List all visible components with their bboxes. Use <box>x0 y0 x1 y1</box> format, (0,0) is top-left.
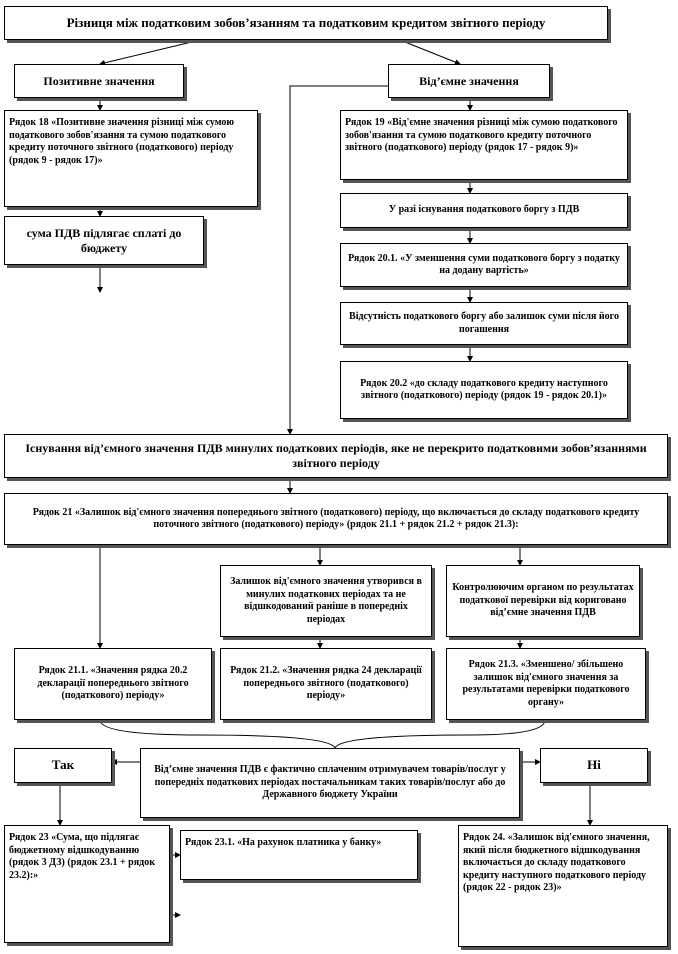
row-19-box: Рядок 19 «Від'ємне значення різниці між сумою податкового зобов'язання та сумою податкового кредиту поточного звітного (податкового) періоду (рядок 17 - рядок 9)» <box>340 110 628 180</box>
no-debt-box: Відсутність податкового боргу або залишок суми після його погашення <box>340 302 628 345</box>
row-24-box: Рядок 24. «Залишок від'ємного значення, який після бюджетного відшкодування включається до складу податкового кредиту наступного податкового періоду (рядок 22 - рядок 23)» <box>458 825 668 947</box>
negative-value-box: Від’ємне значення <box>388 64 550 98</box>
title-box: Різниця між податковим зобов’язанням та податковим кредитом звітного періоду <box>4 6 608 40</box>
remainder-past-box: Залишок від'ємного значення утворився в минулих податкових періодах та не відшкодований раніше в попередніх періодах <box>220 565 432 637</box>
yes-box: Так <box>14 748 112 783</box>
row-23-box: Рядок 23 «Сума, що підлягає бюджетному відшкодуванню (рядок 3 ДЗ) (рядок 23.1 + рядок 23.2):» <box>4 825 170 943</box>
row-21-1-box: Рядок 21.1. «Значення рядка 20.2 декларації попереднього звітного (податкового) періоду» <box>14 648 212 720</box>
row-21-box: Рядок 21 «Залишок від'ємного значення попереднього звітного (податкового) періоду, що включається до складу податкового кредиту поточного звітного (податкового) періоду» (рядок 21.1 + рядок 21.2 + рядок 21.3): <box>4 493 668 545</box>
row-21-2-box: Рядок 21.2. «Значення рядка 24 декларації попереднього звітного (податкового) періоду» <box>220 648 432 720</box>
row-20-2-box: Рядок 20.2 «до складу податкового кредиту наступного звітного (податкового) періоду (рядок 19 - рядок 20.1)» <box>340 361 628 419</box>
tax-debt-box: У разі існування податкового боргу з ПДВ <box>340 193 628 228</box>
existing-negative-box: Існування від’ємного значення ПДВ минулих податкових періодів, яке не перекрито податковими зобов’язаннями звітного періоду <box>4 434 668 478</box>
positive-value-box: Позитивне значення <box>14 64 184 98</box>
row-23-1-box: Рядок 23.1. «На рахунок платника у банку» <box>180 830 418 880</box>
no-box: Ні <box>540 748 648 783</box>
row-20-1-box: Рядок 20.1. «У зменшення суми податкового боргу з податку на додану вартість» <box>340 243 628 287</box>
row-18-box: Рядок 18 «Позитивне значення різниці між сумою податкового зобов'язання та сумою податкового кредиту поточного звітного (податкового) періоду (рядок 9 - рядок 17)» <box>4 110 258 207</box>
controlling-body-box: Контролюючим органом по результатах податкової перевірки від кориговано від’ємне значення ПДВ <box>446 565 640 637</box>
vat-payable-box: сума ПДВ підлягає сплаті до бюджету <box>4 216 204 265</box>
question-box: Від’ємне значення ПДВ є фактично сплаченим отримувачем товарів/послуг у попередніх податкових періодах постачальникам таких товарів/послуг або до Державного бюджету України <box>140 748 520 818</box>
row-21-3-box: Рядок 21.3. «Зменшено/ збільшено залишок від'ємного значення за результатами перевірки податкового органу» <box>446 648 646 720</box>
